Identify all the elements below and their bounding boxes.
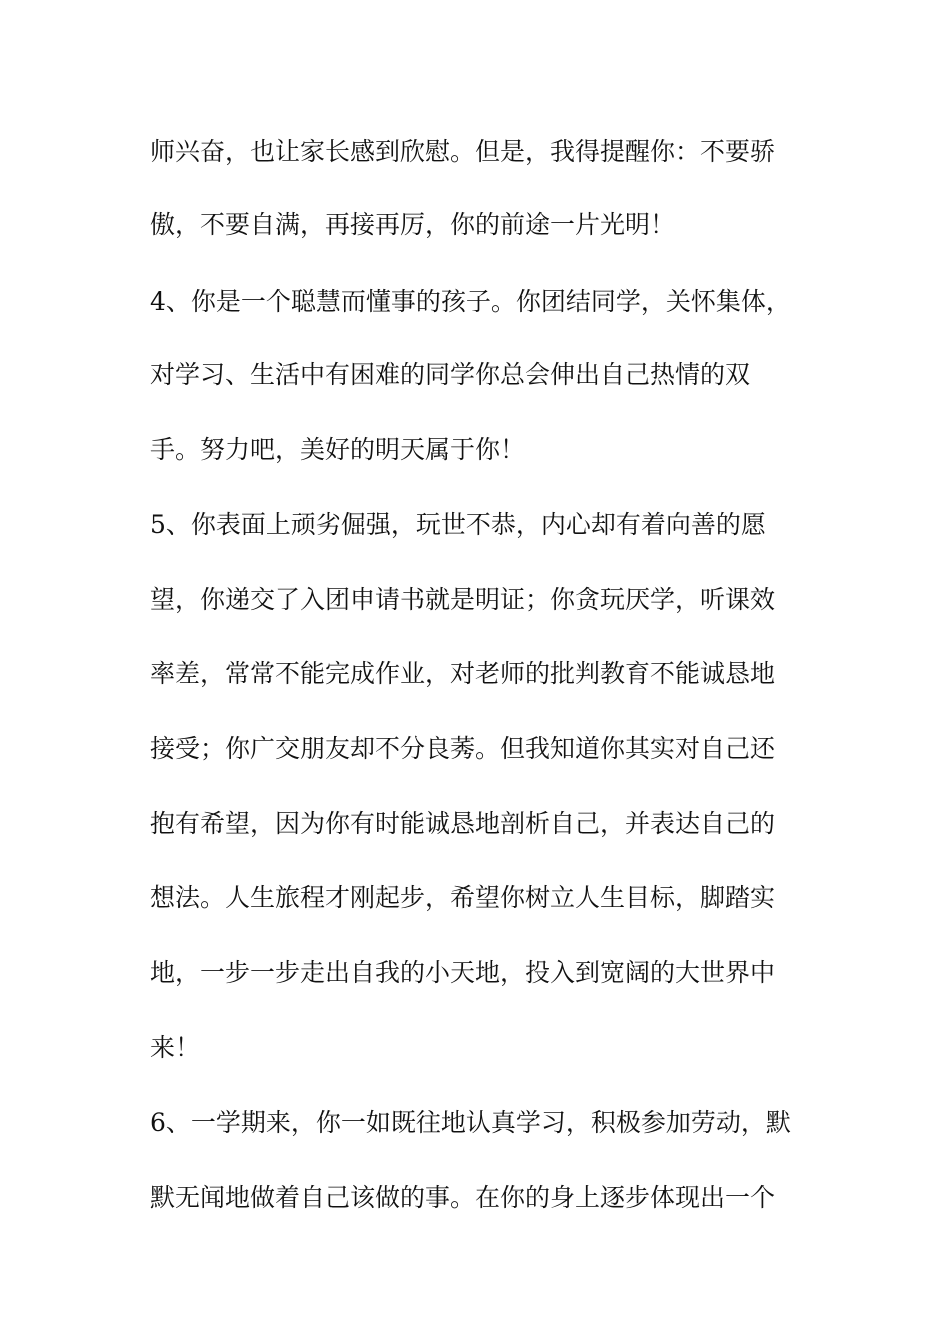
text-line: 望，你递交了入团申请书就是明证；你贪玩厌学，听课效 [150,585,776,614]
text-line: 想法。人生旅程才刚起步，希望你树立人生目标，脚踏实 [150,883,776,912]
text-line: 抱有希望，因为你有时能诚恳地剖析自己，并表达自己的 [150,809,776,838]
text-line: 傲，不要自满，再接再厉，你的前途一片光明！ [150,210,676,239]
text-line: 默无闻地做着自己该做的事。在你的身上逐步体现出一个 [150,1183,776,1212]
text-line: 地，一步一步走出自我的小天地，投入到宽阔的大世界中 [150,958,776,987]
text-line: 4、你是一个聪慧而懂事的孩子。你团结同学，关怀集体， [150,287,791,316]
text-line: 对学习、生活中有困难的同学你总会伸出自己热情的双 [150,360,751,389]
text-line: 6、一学期来，你一如既往地认真学习，积极参加劳动，默 [150,1108,791,1137]
text-line: 师兴奋，也让家长感到欣慰。但是，我得提醒你：不要骄 [150,137,776,166]
text-line: 率差，常常不能完成作业，对老师的批判教育不能诚恳地 [150,659,776,688]
text-line: 手。努力吧，美好的明天属于你！ [150,435,526,464]
text-line: 接受；你广交朋友却不分良莠。但我知道你其实对自己还 [150,734,776,763]
text-line: 来！ [150,1033,201,1062]
text-line: 5、你表面上顽劣倔强，玩世不恭，内心却有着向善的愿 [150,510,766,539]
